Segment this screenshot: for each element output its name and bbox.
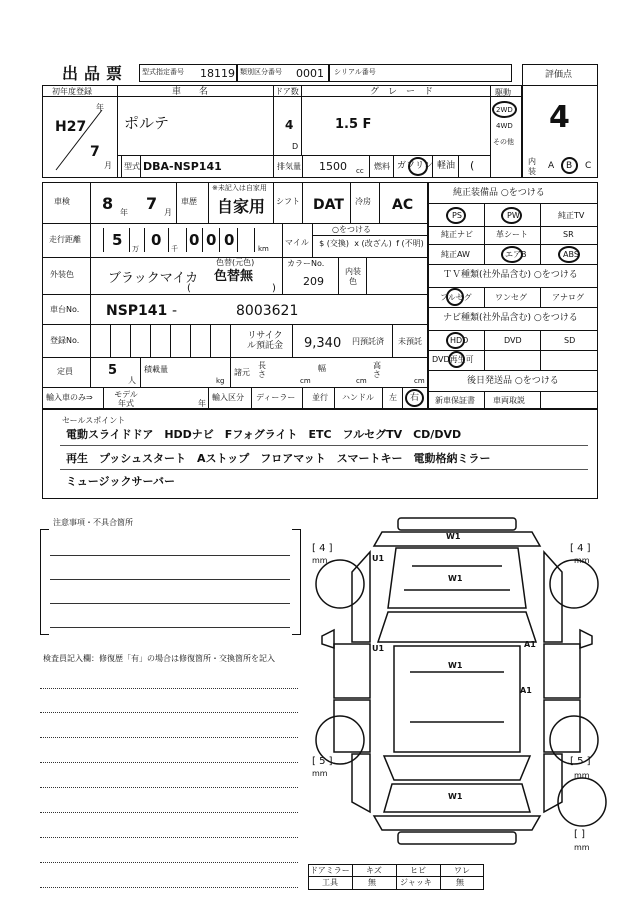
damage-mark: W1 [448,792,463,801]
drive-4wd: 4WD [496,122,513,130]
inspection-year-unit: 年 [120,208,128,217]
shift-label: シフト [276,197,300,206]
dvd-play: DVD再生可 [432,355,474,364]
chassis-label: 車台No. [50,305,80,314]
damage-mark: A1 [524,640,536,649]
handle-right: 右 [410,393,420,403]
usage-label: 車歴 [181,197,197,206]
first-reg-month-unit: 月 [104,161,112,170]
tv-analog: アナログ [552,293,584,302]
tread-unit: mm [312,769,328,778]
tv-oneseg: ワンセグ [495,293,527,302]
car-name: ポルテ [124,114,170,132]
selling-points-label: セールスポイント [62,416,126,425]
recycle-unpaid: 未預託 [398,337,422,346]
option-leather: 革シート [496,230,528,239]
inspection-month: 7 [146,194,158,213]
color-change-value: 色替無 [214,269,254,284]
capacity-label: 定員 [57,367,73,376]
ac-value: AC [392,197,414,213]
model-label: 型式 [124,162,140,171]
tread-unit: mm [574,843,590,852]
width-label: 幅 [318,364,326,373]
option-sr: SR [563,230,574,239]
doors-label: ドア数 [275,87,299,96]
tread-front-left: [ 4 ] [312,543,333,554]
tread-unit: mm [574,556,590,565]
tv-fullseg: フルセグ [440,293,472,302]
dealer-option: ディーラー [256,393,296,402]
damage-mark: A1 [520,686,532,695]
load-unit: kg [216,377,225,385]
car-name-label: 車 名 [172,87,209,97]
drive-2wd-circle [492,101,517,118]
damage-mark: U1 [372,644,385,653]
caution-label: 注意事項・不具合箇所 [53,518,133,527]
damage-mark: W1 [446,532,461,541]
footer-header: ヒビ [410,866,426,875]
fuel-diesel: 軽油 [437,161,456,171]
handle-left: 左 [389,393,397,402]
handle-label: ハンドル [342,393,374,402]
later-title: 後日発送品 ○をつける [467,376,559,386]
option-navi: 純正ナビ [441,230,473,239]
capacity-unit: 人 [128,376,136,385]
interior-label: 内装 [528,157,536,176]
footer-header: ワレ [454,866,470,875]
inspection-label: 車検 [54,197,70,206]
shift-value: DAT [313,197,344,213]
option-tv: 純正TV [558,211,585,220]
option-ps-circle [446,207,466,224]
chassis-model: NSP141 [106,303,168,319]
mile-label: マイル [285,238,309,247]
navi-dvd: DVD [504,336,522,345]
tread-unit: mm [312,556,328,565]
first-reg-slash [50,104,110,174]
navi-title: ナビ種類(社外品含む) ○をつける [443,313,578,323]
replaced-option: $ (交換) [319,239,349,248]
usage-value: 自家用 [217,197,266,216]
height-label: 高さ [373,361,381,379]
color-no-value: 209 [303,275,324,288]
selling-point-line: 電動スライドドア HDDナビ Fフォグライト ETC フルセグTV CD/DVD [66,428,462,441]
mileage-man: 万 [132,245,139,253]
displacement-unit: cc [356,167,364,175]
footer-header: キズ [366,866,382,875]
interior-c: C [585,161,592,171]
rating-value: 4 [549,100,570,135]
later-warranty: 新車保証書 [435,396,475,405]
fuel-label: 燃料 [374,162,390,171]
form-title: 出品票 [62,64,129,83]
mileage-digit: 0 [224,231,235,249]
import-class-label: 輸入区分 [212,393,244,402]
footer-value: 無 [456,878,464,887]
color-no-label: カラーNo. [287,259,325,268]
chassis-no: 8003621 [236,303,299,319]
capacity-value: 5 [108,363,118,378]
model-year-label: モデル年式 [114,390,138,408]
recycle-paid: 円預託済 [352,337,384,346]
color-value: ブラックマイカ [108,271,199,286]
interior-a: A [548,161,555,171]
mileage-sen: 千 [171,245,178,253]
fuel-gasoline-circle [408,157,428,176]
caution-bracket-left [40,529,49,635]
doors-unit: D [292,142,299,151]
tread-rear-right: [ 5 ] [570,756,591,767]
import-label: 輸入車のみ⇒ [46,393,93,402]
damage-mark: W1 [448,574,463,583]
car-damage-diagram [300,512,640,872]
interior-color-label: 内装色 [345,267,361,286]
color-label: 外装色 [50,270,74,279]
mileage-digit: 5 [112,231,123,249]
footer-header: ドアミラー [310,866,350,875]
footer-value: 工具 [322,878,338,887]
length-label: 長さ [258,361,266,379]
navi-hdd: HDD [450,336,469,345]
footer-value: 無 [368,878,376,887]
mileage-digit: 0 [151,231,162,249]
footer-value: ジャッキ [400,878,432,887]
option-pw: PW [507,211,520,220]
genuine-title: 純正装備品 ○をつける [453,188,545,198]
unknown-option: f (不明) [396,239,424,248]
navi-hdd-circle [446,332,465,349]
circle-note: ○をつける [332,225,371,234]
grade-value: 1.5 F [335,117,372,132]
class-value: 0001 [296,67,324,80]
tread-unit: mm [574,771,590,780]
type-cert-label: 型式指定番号 [142,68,184,76]
fuel-gasoline: ガソリン [397,161,434,171]
parallel-option: 並行 [312,393,328,402]
mileage-km: km [258,245,269,253]
inspection-year: 8 [102,194,114,213]
load-label: 積載量 [144,365,168,374]
mileage-label: 走行距離 [49,235,81,244]
usage-note: ※未記入は自家用 [212,184,267,192]
color-change-paren-open: ( [187,283,191,294]
tv-title: ＴＶ種類(社外品含む) ○をつける [443,270,578,280]
class-label: 類別区分番号 [240,68,282,76]
displacement-value: 1500 [319,160,347,173]
selling-point-line: ミュージックサーバー [66,475,176,488]
dvd-play-circle [448,351,465,368]
tread-spare: [ ] [574,829,585,840]
option-pw-circle [501,207,522,224]
color-change-paren-close: ) [272,283,276,294]
interior-b: B [566,161,573,171]
option-abs: ABS [563,250,579,259]
damage-mark: W1 [448,661,463,670]
inspection-month-unit: 月 [164,208,172,217]
first-reg-year-unit: 年 [96,103,104,112]
drive-other: その他 [493,138,514,146]
type-cert-value: 18119 [200,67,235,80]
inspector-label: 検査員記入欄：修復歴「有」の場合は修復箇所・交換箇所を記入 [43,654,275,663]
mileage-digit: 0 [189,231,200,249]
chassis-dash: - [172,303,178,319]
selling-point-line: 再生 プッシュスタート Aストップ フロアマット スマートキー 電動格納ミラー [66,452,491,465]
option-aircon: エアB [505,250,527,259]
option-ps: PS [452,211,462,220]
handle-right-circle [405,389,424,407]
doors-value: 4 [285,118,294,132]
interior-b-circle [561,157,578,174]
width-unit: cm [356,377,367,385]
grade-label: グ レ ー ド [370,87,434,97]
length-unit: cm [300,377,311,385]
fuel-paren: ( [470,159,475,172]
dim-label: 諸元 [234,368,250,377]
tread-front-right: [ 4 ] [570,543,591,554]
model-year-unit: 年 [198,399,206,408]
first-reg-year: H27 [55,119,87,135]
reg-no-label: 登録No. [50,336,80,345]
model-value: DBA-NSP141 [143,160,222,173]
recycle-label: リサイクル預託金 [246,331,283,351]
option-aw: 純正AW [441,250,470,259]
navi-sd: SD [564,336,576,345]
tv-fullseg-circle [446,288,464,306]
color-change-label: 色替(元色) [216,258,255,267]
serial-label: シリアル番号 [334,68,376,76]
mileage-digit: 0 [206,231,217,249]
tread-rear-left: [ 5 ] [312,756,333,767]
damage-mark: U1 [372,554,385,563]
drive-2wd: 2WD [496,106,513,114]
height-unit: cm [414,377,425,385]
rating-label: 評価点 [545,70,573,80]
later-manual: 車両取説 [493,396,525,405]
first-reg-month: 7 [90,144,100,160]
ac-label: 冷房 [355,197,371,206]
recycle-value: 9,340 [304,336,342,351]
drive-label: 駆動 [495,88,511,97]
option-abs-circle [558,246,580,263]
displacement-label: 排気量 [277,162,301,171]
altered-option: x (改ざん) [354,239,392,248]
first-reg-label: 初年度登録 [52,87,92,96]
option-aircon-circle [501,246,523,263]
